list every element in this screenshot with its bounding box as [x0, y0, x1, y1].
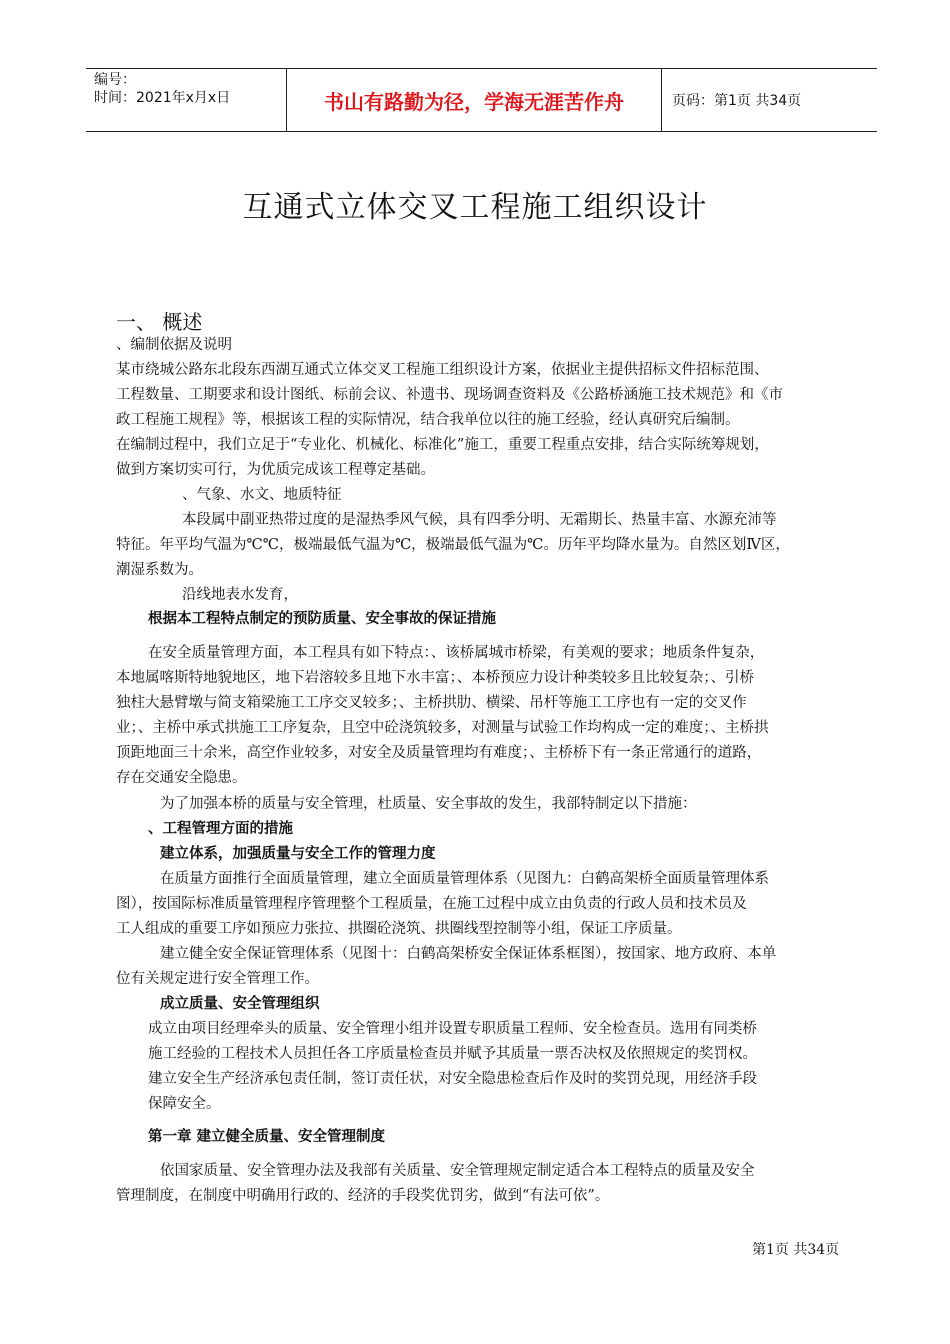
paragraph-line: 依国家质量、安全管理办法及我部有关质量、安全管理规定制定适合本工程特点的质量及安全	[160, 1163, 755, 1179]
paragraph-line: 为了加强本桥的质量与安全管理，杜质量、安全事故的发生，我部特制定以下措施：	[160, 796, 697, 812]
bold-heading: 成立质量、安全管理组织	[160, 996, 320, 1012]
bold-heading: 建立体系，加强质量与安全工作的管理力度	[160, 846, 436, 862]
paragraph-line: 建立安全生产经济承包责任制，签订责任状，对安全隐患检查后作及时的奖罚兑现，用经济手段	[148, 1071, 757, 1087]
paragraph-line: 特征。年平均气温为℃℃，极端最低气温为℃，极端最低气温为℃。历年平均降水量为。自然区划Ⅳ区，	[116, 537, 790, 553]
bold-heading: 根据本工程特点制定的预防质量、安全事故的保证措施	[148, 611, 496, 627]
motto: 书山有路勤为径，学海无涯苦作舟	[286, 69, 662, 131]
header-meta	[86, 69, 286, 131]
paragraph-line: 独柱大悬臂墩与简支箱梁施工工序交叉较多；、主桥拱肋、横梁、吊杆等施工工序也有一定的交叉作	[116, 695, 747, 711]
paragraph-line: 在编制过程中，我们立足于“专业化、机械化、标准化”施工，重要工程重点安排，结合实际统筹规划，	[116, 437, 769, 453]
paragraph-line: 业；、主桥中承式拱施工工序复杂，且空中砼浇筑较多，对测量与试验工作均构成一定的难度；、主桥拱	[116, 720, 769, 736]
paragraph-line: 顶距地面三十余米，高空作业较多，对安全及质量管理均有难度；、主桥桥下有一条正常通行的道路，	[116, 745, 762, 761]
paragraph-line: 本地属喀斯特地貌地区，地下岩溶较多且地下水丰富；、本桥预应力设计种类较多且比较复杂；、引桥	[116, 670, 754, 686]
subheading: 、编制依据及说明	[116, 337, 232, 353]
paragraph-line: 工程数量、工期要求和设计图纸、标前会议、补遗书、现场调查资料及《公路桥涵施工技术规范》和《市	[116, 387, 783, 403]
bold-heading: 、工程管理方面的措施	[148, 821, 293, 837]
paragraph-line: 某市绕城公路东北段东西湖互通式立体交叉工程施工组织设计方案，依据业主提供招标文件招标范围、	[116, 362, 769, 378]
page-footer: 第1页 共34页	[752, 1242, 840, 1258]
time-label: 时间：2021年x月x日	[94, 90, 231, 106]
paragraph-line: 做到方案切实可行，为优质完成该工程尊定基础。	[116, 462, 435, 478]
paragraph-line: 存在交通安全隐患。	[116, 770, 247, 786]
paragraph-line: 工人组成的重要工序如预应力张拉、拱圈砼浇筑、拱圈线型控制等小组，保证工序质量。	[116, 921, 682, 937]
chapter-heading: 第一章 建立健全质量、安全管理制度	[148, 1129, 386, 1145]
paragraph-line: 建立健全安全保证管理体系（见图十：白鹤高架桥安全保证体系框图），按国家、地方政府、本单	[160, 946, 777, 962]
subheading: 、气象、水文、地质特征	[182, 487, 342, 503]
paragraph-line: 成立由项目经理牵头的质量、安全管理小组并设置专职质量工程师、安全检查员。选用有同类桥	[148, 1021, 757, 1037]
page-header	[86, 68, 877, 132]
paragraph-line: 保障安全。	[148, 1096, 221, 1112]
page-indicator: 页码：第1页 共34页	[672, 93, 802, 109]
paragraph-line: 施工经验的工程技术人员担任各工序质量检查员并赋予其质量一票否决权及依照规定的奖罚权。	[148, 1046, 757, 1062]
paragraph-line: 在质量方面推行全面质量管理，建立全面质量管理体系（见图九：白鹤高架桥全面质量管理体系	[160, 871, 769, 887]
section-heading: 一、 概述	[116, 310, 203, 334]
paragraph-line: 位有关规定进行安全管理工作。	[116, 971, 319, 987]
number-label: 编号：	[94, 72, 136, 88]
paragraph-line: 图），按国际标准质量管理程序管理整个工程质量，在施工过程中成立由负责的行政人员和技术员及	[116, 896, 747, 912]
document-title: 互通式立体交叉工程施工组织设计	[242, 190, 708, 225]
paragraph-line: 政工程施工规程》等，根据该工程的实际情况，结合我单位以往的施工经验，经认真研究后编制。	[116, 412, 740, 428]
paragraph-line: 本段属中副亚热带过度的是湿热季风气候，具有四季分明、无霜期长、热量丰富、水源充沛等	[182, 512, 777, 528]
paragraph-line: 沿线地表水发育，	[182, 587, 298, 603]
paragraph-line: 在安全质量管理方面，本工程具有如下特点：、该桥属城市桥梁，有美观的要求；地质条件复杂，	[148, 645, 765, 661]
paragraph-line: 管理制度，在制度中明确用行政的、经济的手段奖优罚劣，做到“有法可依”。	[116, 1188, 610, 1204]
paragraph-line: 潮湿系数为。	[116, 562, 203, 578]
